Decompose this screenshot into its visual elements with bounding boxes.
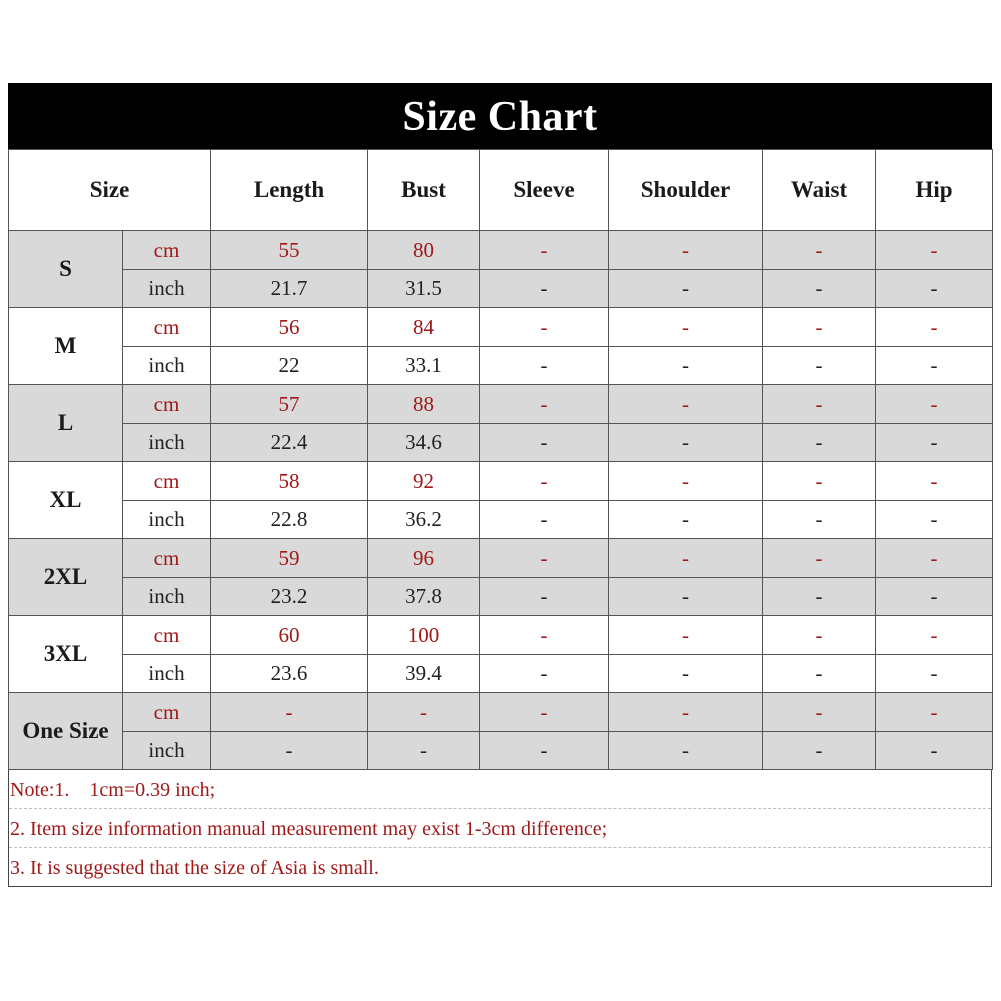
header-shoulder: Shoulder	[609, 150, 763, 231]
cell-value: 34.6	[368, 424, 480, 462]
cell-value: 39.4	[368, 655, 480, 693]
cell-value: -	[211, 693, 368, 732]
table-row	[9, 385, 993, 424]
unit-cm-label: cm	[123, 462, 211, 501]
unit-inch-label: inch	[123, 578, 211, 616]
cell-value: -	[609, 385, 763, 424]
cell-value: 55	[211, 231, 368, 270]
cell-value: -	[480, 655, 609, 693]
cell-value: -	[609, 270, 763, 308]
cell-value: 23.2	[211, 578, 368, 616]
size-group	[9, 385, 993, 462]
cell-value: 22.4	[211, 424, 368, 462]
cell-value: -	[480, 578, 609, 616]
table-row	[9, 655, 993, 693]
cell-value: 21.7	[211, 270, 368, 308]
cell-value: -	[609, 231, 763, 270]
note-2: 2. Item size information manual measurement may exist 1-3cm difference;	[9, 808, 991, 847]
cell-value: -	[609, 539, 763, 578]
cell-value: 57	[211, 385, 368, 424]
cell-value: -	[876, 655, 993, 693]
cell-value: -	[480, 501, 609, 539]
cell-value: -	[876, 231, 993, 270]
unit-inch-label: inch	[123, 270, 211, 308]
size-label: M	[9, 308, 123, 385]
cell-value: -	[763, 385, 876, 424]
cell-value: -	[609, 501, 763, 539]
header-size: Size	[9, 150, 211, 231]
cell-value: 60	[211, 616, 368, 655]
unit-inch-label: inch	[123, 347, 211, 385]
header-row	[9, 150, 993, 231]
cell-value: -	[609, 347, 763, 385]
size-label: L	[9, 385, 123, 462]
cell-value: -	[763, 539, 876, 578]
cell-value: -	[763, 501, 876, 539]
cell-value: -	[763, 270, 876, 308]
cell-value: -	[609, 693, 763, 732]
cell-value: -	[763, 732, 876, 770]
cell-value: -	[763, 655, 876, 693]
chart-title: Size Chart	[8, 83, 992, 149]
unit-inch-label: inch	[123, 655, 211, 693]
table-row	[9, 539, 993, 578]
cell-value: -	[480, 308, 609, 347]
cell-value: -	[763, 347, 876, 385]
cell-value: 37.8	[368, 578, 480, 616]
unit-inch-label: inch	[123, 501, 211, 539]
cell-value: -	[609, 655, 763, 693]
cell-value: -	[876, 693, 993, 732]
cell-value: -	[480, 424, 609, 462]
cell-value: 22.8	[211, 501, 368, 539]
note-1: Note:1. 1cm=0.39 inch;	[10, 779, 216, 801]
cell-value: 96	[368, 539, 480, 578]
table-row	[9, 462, 993, 501]
size-group	[9, 539, 993, 616]
size-group	[9, 231, 993, 308]
unit-cm-label: cm	[123, 539, 211, 578]
unit-cm-label: cm	[123, 308, 211, 347]
cell-value: -	[211, 732, 368, 770]
table-row	[9, 231, 993, 270]
cell-value: 22	[211, 347, 368, 385]
cell-value: -	[609, 578, 763, 616]
table-row	[9, 424, 993, 462]
cell-value: -	[876, 539, 993, 578]
table-row	[9, 732, 993, 770]
cell-value: 31.5	[368, 270, 480, 308]
cell-value: 100	[368, 616, 480, 655]
cell-value: 33.1	[368, 347, 480, 385]
header-bust: Bust	[368, 150, 480, 231]
notes-section	[8, 770, 992, 887]
size-group	[9, 693, 993, 770]
cell-value: 88	[368, 385, 480, 424]
cell-value: -	[480, 385, 609, 424]
cell-value: -	[609, 462, 763, 501]
table-row	[9, 578, 993, 616]
size-table	[8, 149, 993, 770]
note-3: 3. It is suggested that the size of Asia is small.	[9, 847, 991, 886]
size-group	[9, 616, 993, 693]
size-group	[9, 308, 993, 385]
cell-value: -	[480, 616, 609, 655]
cell-value: -	[480, 732, 609, 770]
header-hip: Hip	[876, 150, 993, 231]
cell-value: 92	[368, 462, 480, 501]
cell-value: -	[876, 616, 993, 655]
size-group	[9, 462, 993, 539]
cell-value: -	[480, 462, 609, 501]
cell-value: -	[876, 424, 993, 462]
cell-value: 56	[211, 308, 368, 347]
table-row	[9, 308, 993, 347]
cell-value: 59	[211, 539, 368, 578]
cell-value: -	[763, 231, 876, 270]
cell-value: -	[609, 424, 763, 462]
unit-cm-label: cm	[123, 385, 211, 424]
cell-value: 36.2	[368, 501, 480, 539]
cell-value: -	[876, 308, 993, 347]
unit-inch-label: inch	[123, 732, 211, 770]
cell-value: 23.6	[211, 655, 368, 693]
cell-value: -	[876, 270, 993, 308]
cell-value: -	[368, 693, 480, 732]
cell-value: -	[609, 616, 763, 655]
table-row	[9, 501, 993, 539]
cell-value: -	[876, 385, 993, 424]
cell-value: -	[480, 347, 609, 385]
table-row	[9, 616, 993, 655]
cell-value: 58	[211, 462, 368, 501]
header-sleeve: Sleeve	[480, 150, 609, 231]
cell-value: -	[368, 732, 480, 770]
cell-value: -	[480, 539, 609, 578]
cell-value: -	[609, 732, 763, 770]
size-label: One Size	[9, 693, 123, 770]
unit-cm-label: cm	[123, 693, 211, 732]
table-row	[9, 693, 993, 732]
cell-value: -	[763, 616, 876, 655]
unit-cm-label: cm	[123, 231, 211, 270]
size-label: XL	[9, 462, 123, 539]
cell-value: -	[480, 231, 609, 270]
table-row	[9, 347, 993, 385]
unit-inch-label: inch	[123, 424, 211, 462]
cell-value: -	[876, 578, 993, 616]
cell-value: -	[876, 732, 993, 770]
cell-value: 84	[368, 308, 480, 347]
size-label: 2XL	[9, 539, 123, 616]
table-row	[9, 270, 993, 308]
size-label: S	[9, 231, 123, 308]
cell-value: -	[876, 501, 993, 539]
header-length: Length	[211, 150, 368, 231]
cell-value: -	[763, 462, 876, 501]
cell-value: -	[763, 578, 876, 616]
cell-value: -	[763, 424, 876, 462]
cell-value: -	[480, 693, 609, 732]
size-label: 3XL	[9, 616, 123, 693]
header-waist: Waist	[763, 150, 876, 231]
size-chart	[8, 83, 992, 887]
cell-value: -	[480, 270, 609, 308]
cell-value: -	[609, 308, 763, 347]
cell-value: -	[876, 462, 993, 501]
cell-value: -	[763, 693, 876, 732]
cell-value: 80	[368, 231, 480, 270]
cell-value: -	[876, 347, 993, 385]
unit-cm-label: cm	[123, 616, 211, 655]
cell-value: -	[763, 308, 876, 347]
